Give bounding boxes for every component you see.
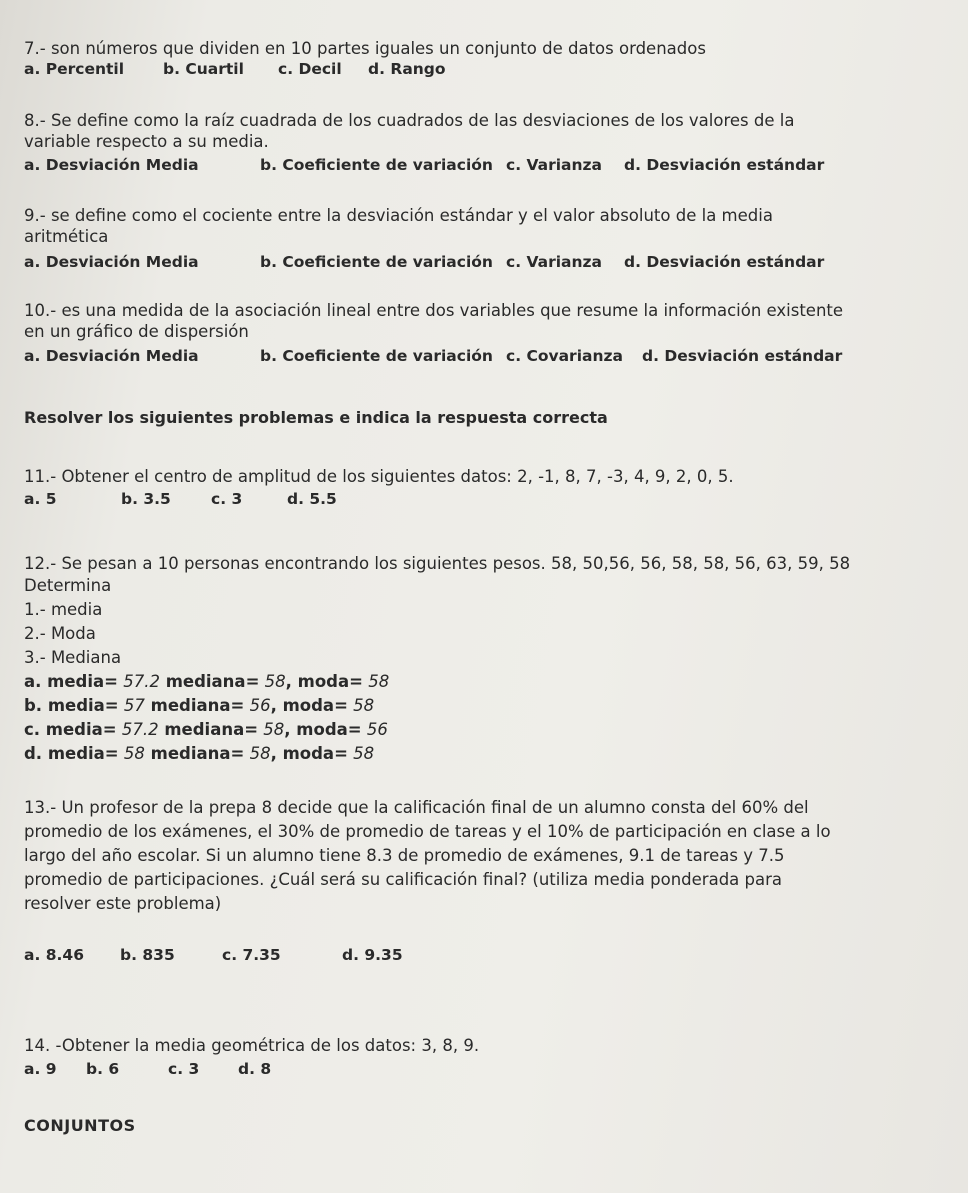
- question-12-determina: Determina: [24, 576, 112, 595]
- question-10-options: [24, 347, 944, 369]
- option-c: c. Varianza: [506, 156, 603, 174]
- question-11-text: 11.- Obtener el centro de amplitud de los siguientes datos: 2, -1, 8, 7, -3, 4, 9, 2, 0, 5.: [24, 467, 734, 486]
- question-13-line2: promedio de los exámenes, el 30% de promedio de tareas y el 10% de participación en clase a lo: [24, 822, 831, 841]
- question-8-text-line2: variable respecto a su media.: [24, 132, 269, 151]
- question-13-options: [24, 946, 944, 968]
- question-7-text: 7.- son números que dividen en 10 partes iguales un conjunto de datos ordenados: [24, 39, 706, 58]
- question-8: [24, 110, 944, 178]
- question-7: [24, 38, 944, 82]
- option-a: a. media= 57.2 mediana= 58, moda= 58: [24, 672, 390, 691]
- option-b: b. 835: [120, 946, 175, 964]
- question-12-text: 12.- Se pesan a 10 personas encontrando los siguientes pesos. 58, 50,56, 56, 58, 58, 56, 63, 59, 58: [24, 554, 851, 573]
- option-c: c. media= 57.2 mediana= 58, moda= 56: [24, 720, 388, 739]
- question-12-item-2: 2.- Moda: [24, 624, 96, 643]
- question-8-options: [24, 156, 944, 178]
- question-13-line4: promedio de participaciones. ¿Cuál será su calificación final? (utiliza media ponderada para: [24, 870, 783, 889]
- footer-heading: CONJUNTOS: [24, 1116, 136, 1135]
- question-9: [24, 205, 944, 275]
- question-12-item-3: 3.- Mediana: [24, 648, 122, 667]
- question-10: [24, 300, 944, 369]
- section-heading: Resolver los siguientes problemas e indica la respuesta correcta: [24, 408, 608, 427]
- option-c: c. Varianza: [506, 253, 603, 271]
- option-b: b. 3.5: [121, 490, 171, 508]
- option-a: a. 8.46: [24, 946, 84, 964]
- option-a: a. Desviación Media: [24, 156, 199, 174]
- option-b: b. media= 57 mediana= 56, moda= 58: [24, 696, 375, 715]
- question-13: [24, 796, 944, 968]
- option-c: c. Covarianza: [506, 347, 623, 365]
- question-14-options: [24, 1060, 944, 1082]
- option-d: d. 9.35: [342, 946, 403, 964]
- question-11: [24, 466, 944, 512]
- option-d: d. Rango: [368, 60, 446, 78]
- option-c: c. 7.35: [222, 946, 281, 964]
- question-9-text-line1: 9.- se define como el cociente entre la desviación estándar y el valor absoluto de la media: [24, 206, 773, 225]
- question-8-text-line1: 8.- Se define como la raíz cuadrada de los cuadrados de las desviaciones de los valores de la: [24, 111, 795, 130]
- option-b: b. 6: [86, 1060, 120, 1078]
- option-b: b. Cuartil: [163, 60, 244, 78]
- question-10-text-line2: en un gráfico de dispersión: [24, 322, 249, 341]
- question-13-line1: 13.- Un profesor de la prepa 8 decide que la calificación final de un alumno consta del 60% del: [24, 798, 809, 817]
- question-9-text-line2: aritmética: [24, 227, 109, 246]
- question-12-item-1: 1.- media: [24, 600, 103, 619]
- question-12-options: [24, 670, 944, 766]
- option-c: c. 3: [168, 1060, 200, 1078]
- option-a: a. 5: [24, 490, 57, 508]
- question-7-options: [24, 60, 944, 82]
- option-c: c. Decil: [278, 60, 342, 78]
- question-9-options: [24, 253, 944, 275]
- option-d: d. 5.5: [287, 490, 337, 508]
- option-d: d. Desviación estándar: [642, 347, 843, 365]
- option-d: d. Desviación estándar: [624, 253, 825, 271]
- option-d: d. Desviación estándar: [624, 156, 825, 174]
- question-11-options: [24, 490, 944, 512]
- question-13-line5: resolver este problema): [24, 894, 222, 913]
- option-b: b. Coeficiente de variación: [260, 253, 493, 271]
- question-13-line3: largo del año escolar. Si un alumno tiene 8.3 de promedio de exámenes, 9.1 de tareas y 7.5: [24, 846, 785, 865]
- option-a: a. Percentil: [24, 60, 125, 78]
- option-d: d. media= 58 mediana= 58, moda= 58: [24, 744, 375, 763]
- question-10-text-line1: 10.- es una medida de la asociación lineal entre dos variables que resume la información existente: [24, 301, 844, 320]
- question-12: [24, 553, 944, 766]
- question-14: [24, 1035, 944, 1082]
- option-a: a. Desviación Media: [24, 347, 199, 365]
- question-14-text: 14. -Obtener la media geométrica de los datos: 3, 8, 9.: [24, 1036, 480, 1055]
- option-b: b. Coeficiente de variación: [260, 347, 493, 365]
- option-a: a. 9: [24, 1060, 57, 1078]
- option-a: a. Desviación Media: [24, 253, 199, 271]
- option-d: d. 8: [238, 1060, 272, 1078]
- option-c: c. 3: [211, 490, 243, 508]
- option-b: b. Coeficiente de variación: [260, 156, 493, 174]
